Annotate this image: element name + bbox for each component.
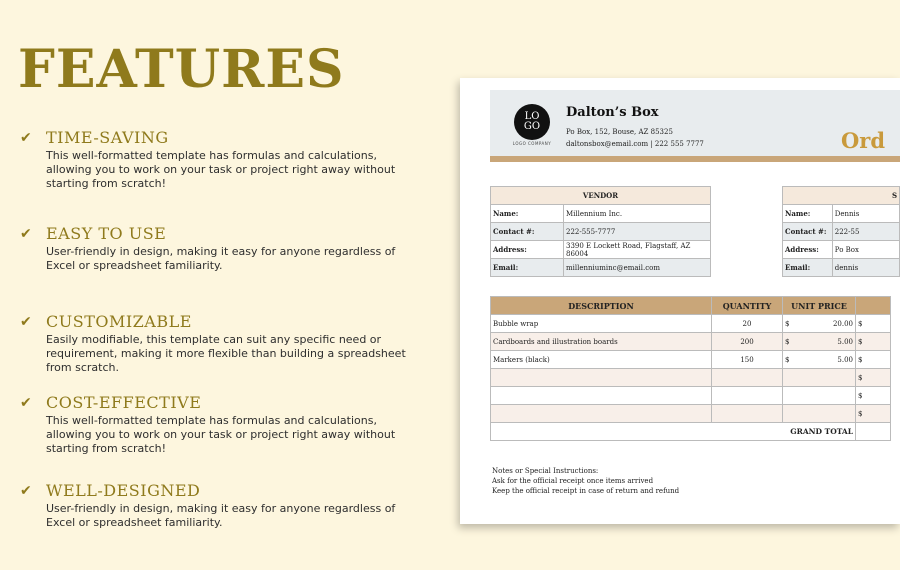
- check-icon: ✔: [20, 225, 32, 242]
- feature-description: User-friendly in design, making it easy for anyone regardless of Excel or spreadsheet familiarity.: [46, 245, 396, 272]
- feature-easy-to-use: [20, 224, 440, 273]
- ship-header: S: [783, 187, 900, 205]
- item-unit-price[interactable]: $ 5.00: [783, 351, 856, 369]
- spreadsheet-preview: [460, 78, 900, 524]
- feature-description: This well-formatted template has formulas and calculations, allowing you to work on your task or project right away without starting from scratch!: [46, 149, 396, 190]
- vendor-value[interactable]: 222-555-7777: [564, 223, 711, 241]
- ship-label: Address:: [783, 241, 833, 259]
- vendor-value[interactable]: Millennium Inc.: [564, 205, 711, 223]
- ship-value[interactable]: Dennis: [832, 205, 899, 223]
- empty-cell[interactable]: [712, 387, 783, 405]
- item-total: $: [856, 333, 891, 351]
- ship-to-table: [782, 186, 900, 277]
- item-quantity[interactable]: 20: [712, 315, 783, 333]
- company-address: Po Box, 152, Bouse, AZ 85325 daltonsbox@email.com | 222 555 7777: [566, 128, 704, 148]
- item-total: $: [856, 369, 891, 387]
- notes: Notes or Special Instructions: Ask for the official receipt once items arrived Keep the official receipt in case of return and refund: [492, 467, 680, 495]
- item-total: $: [856, 387, 891, 405]
- feature-description: This well-formatted template has formulas and calculations, allowing you to work on your task or project right away without starting from scratch!: [46, 414, 396, 455]
- empty-cell[interactable]: [783, 369, 856, 387]
- page-title: FEATURES: [18, 39, 345, 100]
- company-name: Dalton’s Box: [566, 105, 659, 120]
- header-unit-price: UNIT PRICE: [783, 297, 856, 315]
- feature-time-saving: [20, 128, 440, 191]
- feature-title: COST-EFFECTIVE: [46, 393, 202, 412]
- ship-label: Email:: [783, 259, 833, 277]
- vendor-label: Address:: [491, 241, 564, 259]
- check-icon: ✔: [20, 129, 32, 146]
- feature-title: CUSTOMIZABLE: [46, 312, 192, 331]
- empty-cell[interactable]: [712, 405, 783, 423]
- grand-total-label: GRAND TOTAL: [491, 423, 856, 441]
- item-description[interactable]: Bubble wrap: [491, 315, 712, 333]
- check-icon: ✔: [20, 313, 32, 330]
- item-description[interactable]: Cardboards and illustration boards: [491, 333, 712, 351]
- item-unit-price[interactable]: $ 5.00: [783, 333, 856, 351]
- ship-value[interactable]: dennis: [832, 259, 899, 277]
- item-description[interactable]: Markers (black): [491, 351, 712, 369]
- vendor-value[interactable]: 3390 E Lockett Road, Flagstaff, AZ 86004: [564, 241, 711, 259]
- vendor-label: Email:: [491, 259, 564, 277]
- feature-description: User-friendly in design, making it easy for anyone regardless of Excel or spreadsheet familiarity.: [46, 502, 396, 529]
- feature-cost-effective: [20, 393, 440, 456]
- feature-customizable: [20, 312, 440, 375]
- ship-label: Name:: [783, 205, 833, 223]
- header-quantity: QUANTITY: [712, 297, 783, 315]
- vendor-table: [490, 186, 711, 277]
- vendor-label: Contact #:: [491, 223, 564, 241]
- feature-title: EASY TO USE: [46, 224, 167, 243]
- header-description: DESCRIPTION: [491, 297, 712, 315]
- check-icon: ✔: [20, 394, 32, 411]
- item-quantity[interactable]: 150: [712, 351, 783, 369]
- empty-cell[interactable]: [712, 369, 783, 387]
- item-quantity[interactable]: 200: [712, 333, 783, 351]
- logo-caption: LOGO COMPANY: [512, 141, 552, 146]
- empty-cell[interactable]: [783, 387, 856, 405]
- company-logo: LO GO: [514, 104, 550, 140]
- header-total: [856, 297, 891, 315]
- check-icon: ✔: [20, 482, 32, 499]
- ship-value[interactable]: Po Box: [832, 241, 899, 259]
- document-title: Ord: [841, 128, 886, 153]
- ship-label: Contact #:: [783, 223, 833, 241]
- feature-title: WELL-DESIGNED: [46, 481, 201, 500]
- feature-description: Easily modifiable, this template can suit any specific need or requirement, making it more flexible than building a spreadsheet from scratch.: [46, 333, 406, 374]
- header-accent-bar: [490, 156, 900, 162]
- ship-value[interactable]: 222-55: [832, 223, 899, 241]
- item-total: $: [856, 315, 891, 333]
- empty-cell[interactable]: [783, 405, 856, 423]
- feature-well-designed: [20, 481, 440, 530]
- feature-title: TIME-SAVING: [46, 128, 169, 147]
- empty-cell[interactable]: [491, 405, 712, 423]
- item-total: $: [856, 405, 891, 423]
- vendor-label: Name:: [491, 205, 564, 223]
- item-unit-price[interactable]: $ 20.00: [783, 315, 856, 333]
- grand-total-value: [856, 423, 891, 441]
- empty-cell[interactable]: [491, 387, 712, 405]
- vendor-value[interactable]: millenniuminc@email.com: [564, 259, 711, 277]
- item-total: $: [856, 351, 891, 369]
- items-table: [490, 296, 891, 441]
- empty-cell[interactable]: [491, 369, 712, 387]
- vendor-header: VENDOR: [491, 187, 711, 205]
